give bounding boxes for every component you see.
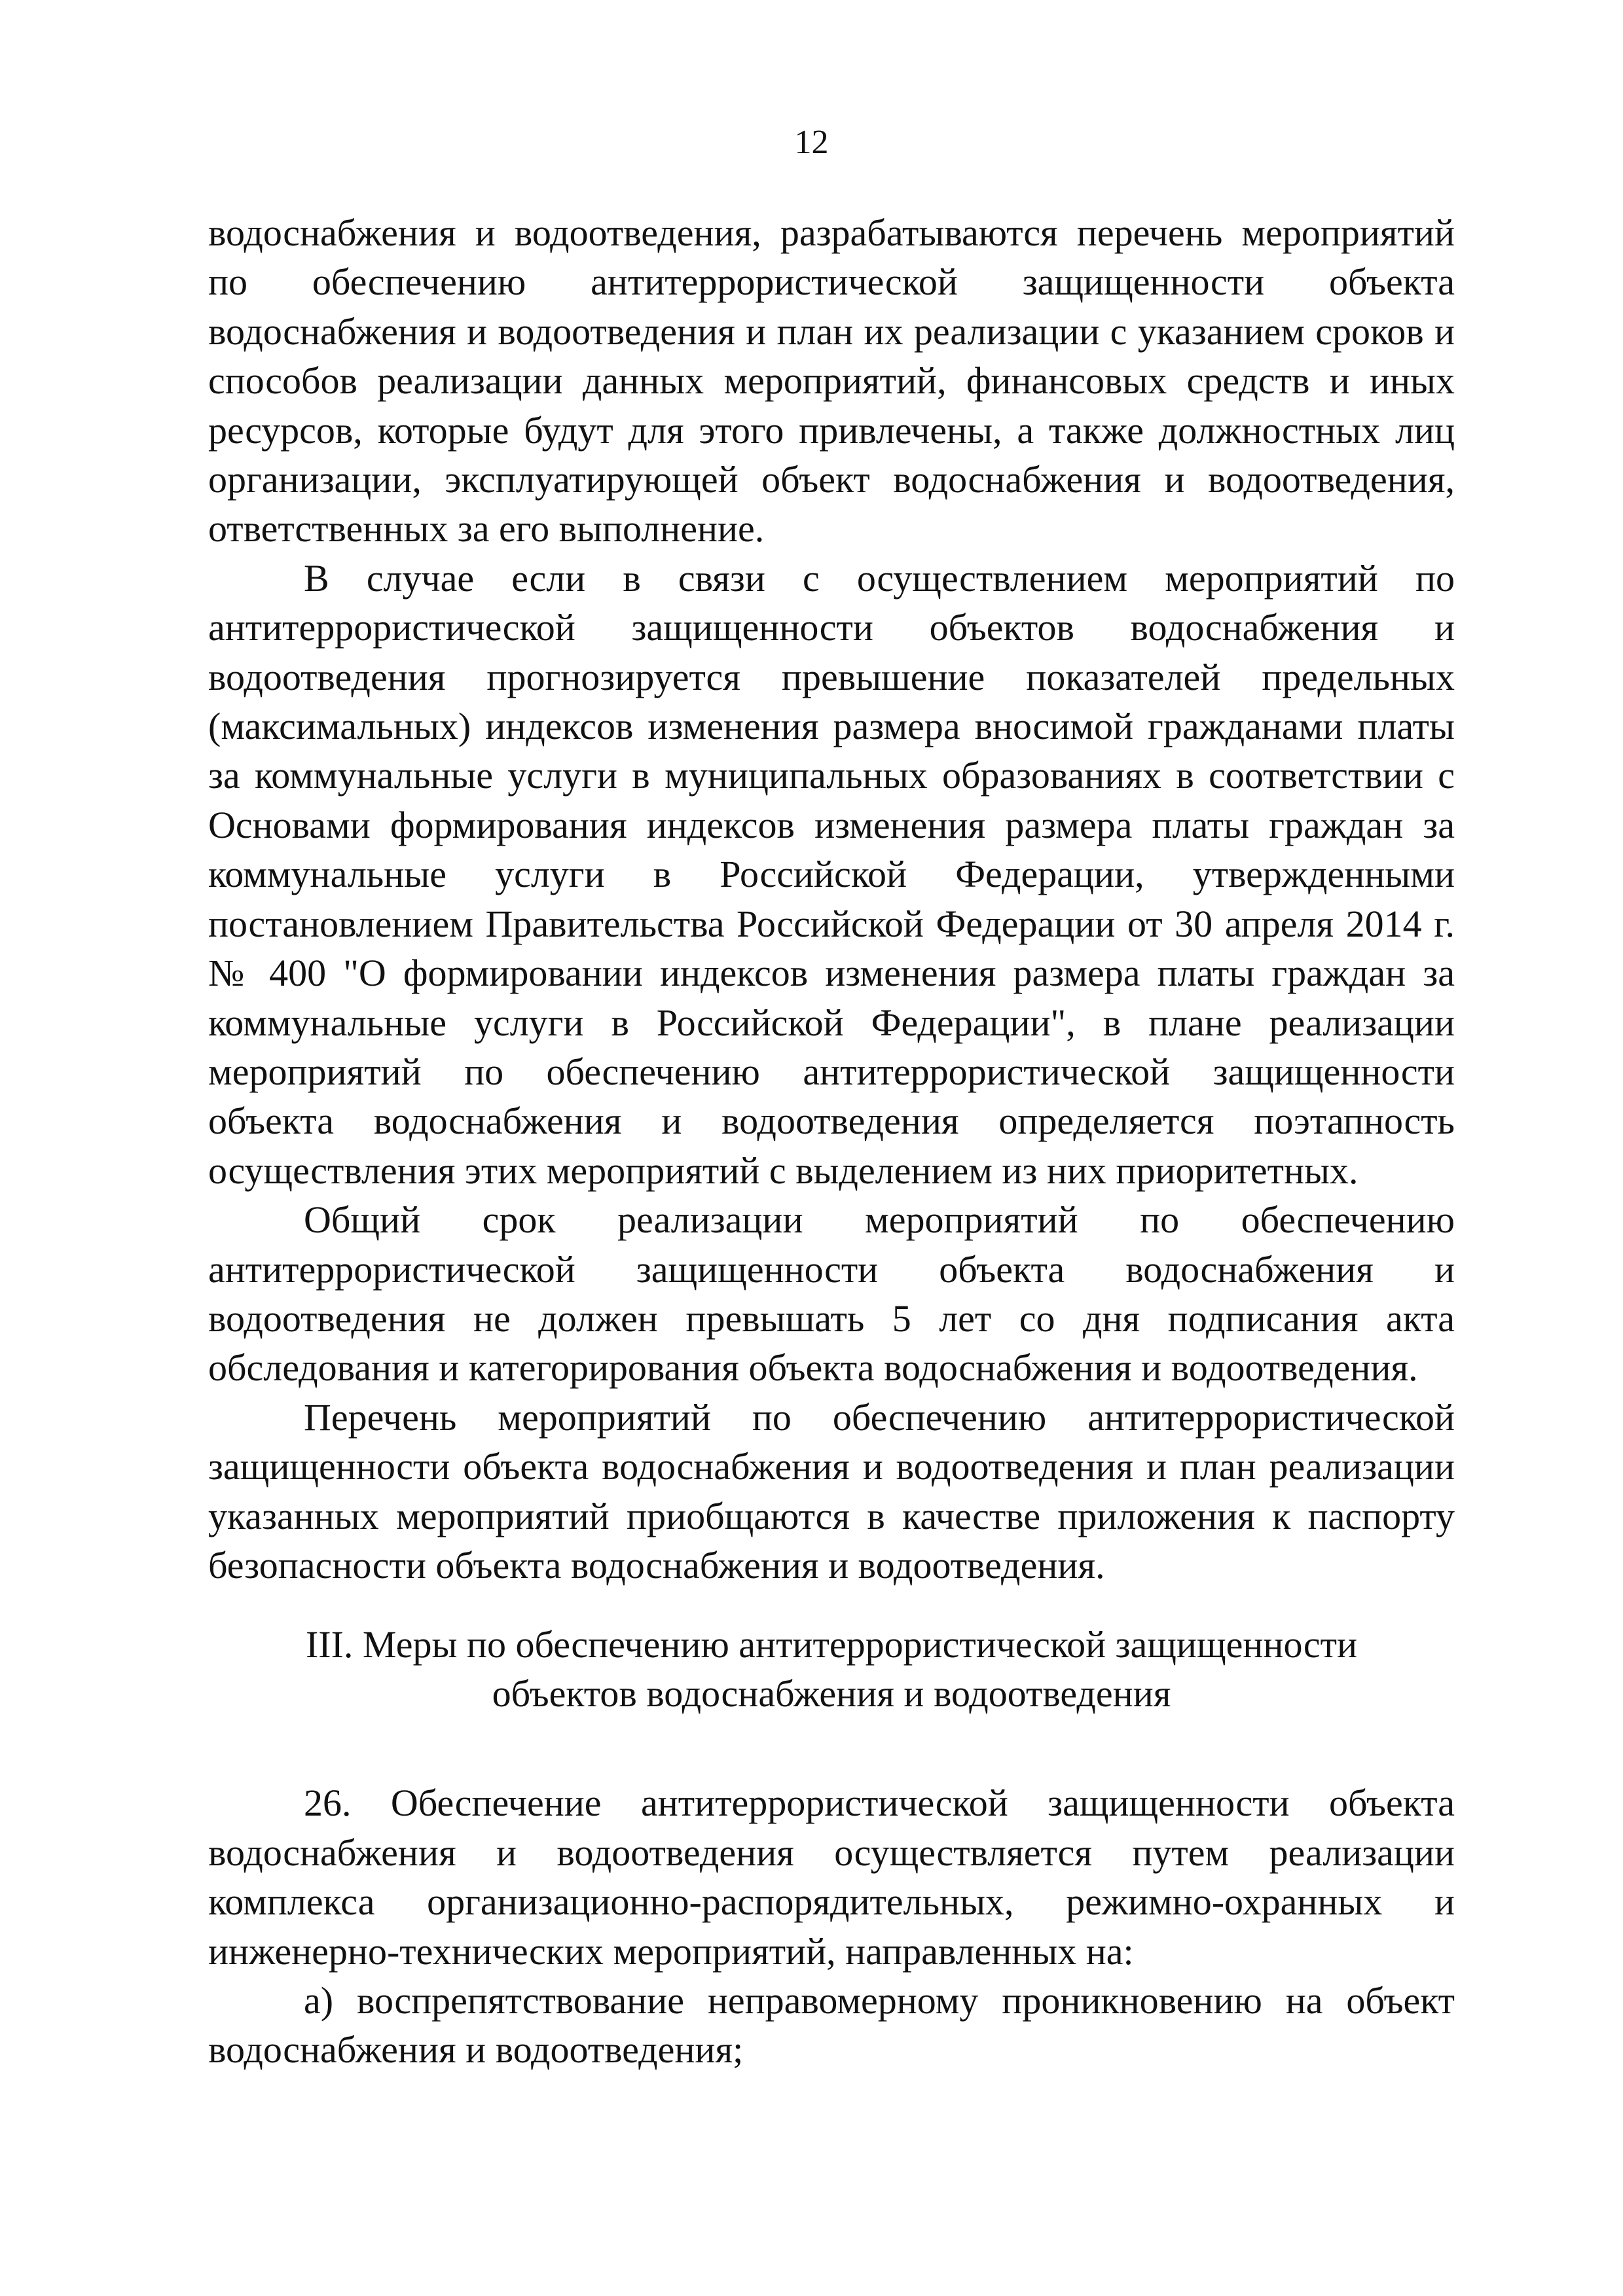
paragraph-passport-attachment: Перечень мероприятий по обеспечению антитеррористической защищенности объекта водоснабжения и водоотведения и план реализации указанных мероприятий приобщаются в качестве приложения к паспорту безопасности объекта водоснабжения и водоотведения. — [208, 1395, 1455, 1587]
paragraph-clause-26-a: а) воспрепятствование неправомерному проникновению на объект водоснабжения и водоотведения; — [208, 1979, 1455, 2072]
section-heading-line-1: III. Меры по обеспечению антитеррористической защищенности — [305, 1623, 1358, 1666]
page-number: 12 — [794, 124, 829, 161]
document-body — [208, 208, 1455, 2075]
paragraph-tariff-index: В случае если в связи с осуществлением мероприятий по антитеррористической защищенности объектов водоснабжения и водоотведения прогнозируется превышение показателей предельных (максимальных) индексов изменения размера вносимой гражданами платы за коммунальные услуги в муниципальных образованиях в соответствии с Основами формирования индексов изменения размера платы граждан за коммунальные услуги в Российской Федерации, утвержденными постановлением Правительства Российской Федерации от 30 апреля 2014 г. № 400 "О формировании индексов изменения размера платы граждан за коммунальные услуги в Российской Федерации", в плане реализации мероприятий по обеспечению антитеррористической защищенности объекта водоснабжения и водоотведения определяется поэтапность осуществления этих мероприятий с выделением из них приоритетных. — [208, 556, 1455, 1192]
paragraph-continuation: водоснабжения и водоотведения, разрабатываются перечень мероприятий по обеспечению антитеррористической защищенности объекта водоснабжения и водоотведения и план их реализации с указанием сроков и способов реализации данных мероприятий, финансовых средств и иных ресурсов, которые будут для этого привлечены, а также должностных лиц организации, эксплуатирующей объект водоснабжения и водоотведения, ответственных за его выполнение. — [208, 211, 1455, 550]
paragraph-clause-26: 26. Обеспечение антитеррористической защищенности объекта водоснабжения и водоотведения осуществляется путем реализации комплекса организационно-распорядительных, режимно-охранных и инженерно-технических мероприятий, направленных на: — [208, 1782, 1455, 1973]
section-heading-line-2: объектов водоснабжения и водоотведения — [492, 1672, 1171, 1715]
paragraph-implementation-term: Общий срок реализации мероприятий по обеспечению антитеррористической защищенности объекта водоснабжения и водоотведения не должен превышать 5 лет со дня подписания акта обследования и категорирования объекта водоснабжения и водоотведения. — [208, 1198, 1455, 1390]
section-heading — [208, 1620, 1455, 1718]
